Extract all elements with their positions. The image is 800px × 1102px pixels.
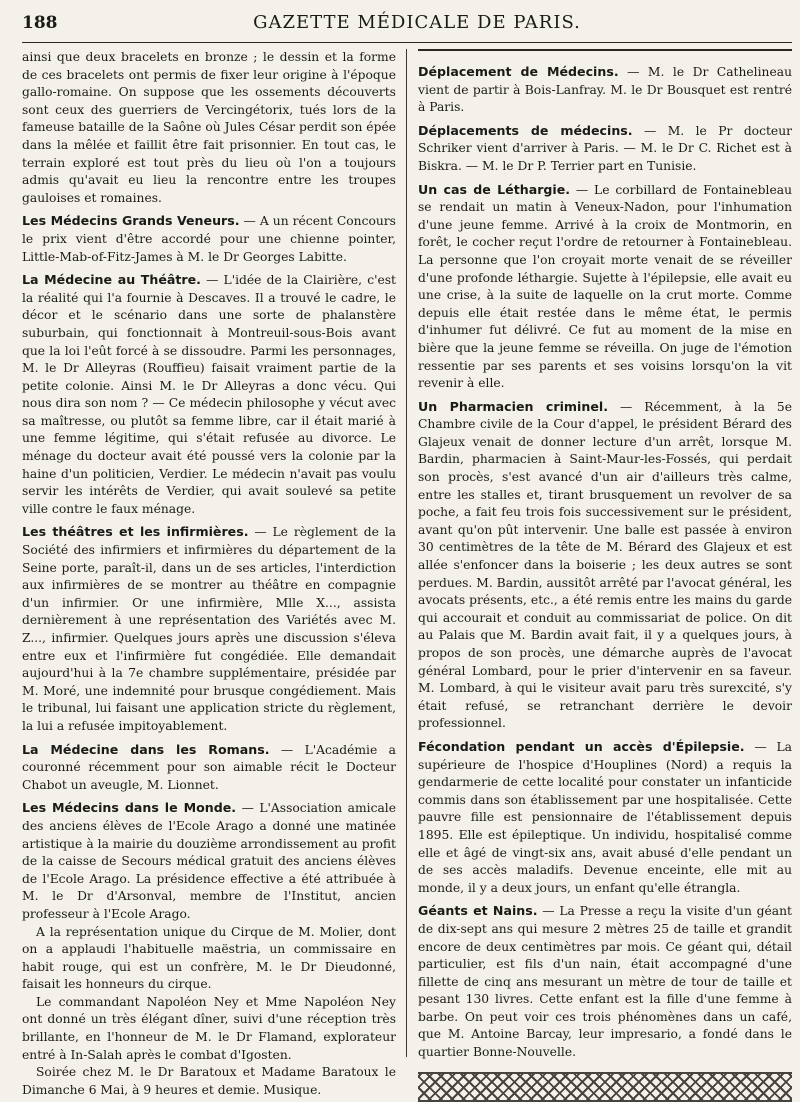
article-body: — M. le Dr Cathelineau vient de partir à Bois-Lanfray. M. le Dr Bousquet est rentré à Paris. [418,65,792,115]
article-pharmacien-criminel [418,398,792,733]
page-number: 188 [22,13,58,33]
article-body: — Le corbillard de Fontainebleau se rendait un matin à Veneux-Nadon, pour l'inhumation d'une jeune femme. Arrivé à la croix de Montmorin, en forêt, le cocher reçut l'ordre de retourner à Fontainebleau. La personne que l'on croyait morte venait de se réveiller d'une profonde léthargie. Sujette à l'épilepsie, elle avait eu une crise, à la suite de laquelle on la crut morte. Comme depuis elle était restée dans le même état, le permis d'inhumer fut délivré. Ce fut au moment de la mise en bière que la jeune femme se réveilla. On juge de l'émotion ressentie par ses parents et ses voisins lorsqu'on la vit revenir à elle. [418,182,792,391]
article-medecins-monde [22,799,396,923]
article-body: — L'Académie a couronné récemment pour son aimable récit le Docteur Chabot un aveugle, M. Lionnet. [22,742,396,792]
article-geants-nains [418,902,792,1061]
article-body: — L'idée de la Clairière, c'est la réalité qui l'a fournie à Descaves. Il a trouvé le cadre, le décor et le scénario dans une sorte de phalanstère suburbain, qui fonctionnait à Montreuil-sous-Bois avant que la loi l'eût forcé à se dissoudre. Parmi les personnages, M. le Dr Alleyras (Rouffieu) faisait vraiment partie de la petite colonie. Ainsi M. le Dr Alleyras a donc vécu. Qui nous dira son nom ? — Ce médecin philosophe y vécut avec sa maîtresse, ou plutôt sa femme libre, car il était marié à une femme légitime, qui s'était refusée au divorce. Le ménage du docteur avait été poussé vers la colonie par la haine d'un politicien, Verdier. Le médecin n'avait pas voulu servir les intérêts de Verdier, qui avait soulevé sa petite ville contre le faux ménage. [22,273,396,516]
article-paragraph: Soirée chez M. le Dr Baratoux et Madame Baratoux le Dimanche 6 Mai, à 9 heures et demie. Musique. [22,1065,396,1097]
right-column [406,49,792,1060]
article-body: — Le règlement de la Société des infirmiers et infirmières du département de la Seine porte, paraît-il, dans un de ses articles, l'interdiction aux infirmières de se montrer au théâtre en compagnie d'un infirmier. Or une infirmière, Mlle X..., assista dernièrement à une représentation des Variétés avec M. Z..., infirmier. Quelques jours après une discussion s'éleva entre eux et l'infirmière fut congédiée. Elle demandait aujourd'hui à la 7e chambre supplémentaire, présidée par M. Moré, une indemnité pour brusque congédiement. Mais le tribunal, lui faisant une application stricte du règlement, la lui a refusée impitoyablement. [22,525,397,733]
article-heading: Géants et Nains. [418,903,538,919]
article-heading: Un Pharmacien criminel. [418,398,608,414]
article-heading: Déplacements de médecins. [418,122,633,138]
article-fecondation-epilepsie [418,738,792,897]
article-deplacements-medecins-2 [418,122,792,176]
decorative-border-ornament [418,1072,792,1102]
article-deplacement-medecins [418,63,792,117]
columns [22,49,792,1097]
article-heading: La Médecine dans les Romans. [22,741,270,757]
article-medecine-theatre [22,271,396,518]
article-body: — La supérieure de l'hospice d'Houplines (Nord) a requis la gendarmerie de cette localité pour constater un infanticide commis dans son établissement par une hospitalisée. Cette pauvre fille est pensionnaire de l'établissement depuis 1895. Elle est épileptique. Un individu, hospitalisé comme elle et âgé de vingt-six ans, avait abusé d'elle pendant un de ses accès maladifs. Devenue enceinte, elle mit au monde, il y a deux jours, un enfant qu'elle étrangla. [418,739,792,895]
column-top-rule [418,49,792,59]
article-grands-veneurs [22,212,396,266]
article-lethargie [418,181,792,393]
article-heading: Fécondation pendant un accès d'Épilepsie. [418,738,745,754]
running-title: GAZETTE MÉDICALE DE PARIS. [253,12,581,33]
article-paragraph: A la représentation unique du Cirque de M. Molier, dont on a applaudi l'habituelle maëstria, un commissaire en habit rouge, qui est un confrère, M. le Dr Dieudonné, faisait les honneurs du cirque. [22,924,396,992]
article-body: — L'Association amicale des anciens élèves de l'Ecole Arago a donné une matinée artistique à la mairie du douzième arrondissement au profit de la caisse de Secours médical gratuit des anciens élèves de l'Ecole Arago. La présidence effective a été attribuée à M. le Dr d'Arsonval, membre de l'Institut, ancien professeur à l'Ecole Arago. [22,801,396,921]
article-heading: Les Médecins dans le Monde. [22,800,237,816]
left-column [22,49,406,1097]
article-body: — Récemment, à la 5e Chambre civile de la Cour d'appel, le président Bérard des Glajeux venait de donner lecture d'un arrêt, lorsque M. Bardin, pharmacien à Saint-Maur-les-Fossés, qui perdait son procès, s'est avancé d'un air d'ailleurs très calme, entre les stalles et, tirant brusquement un revolver de sa poche, a fait feu trois fois successivement sur le président, avant qu'on pût intervenir. Une balle est passée à environ 30 centimètres de la tête de M. Bérard des Glajeux et est allée s'enfoncer dans la boiserie ; les deux autres se sont perdues. M. Bardin, aussitôt arrêté par l'avocat général, les avocats présents, etc., a été remis entre les mains du garde qui accourait et conduit au commissariat de police. On dit au Palais que M. Bardin avait fait, il y a quelques jours, à propos de son procès, une démarche auprès de l'avocat général Lombard, pour le prier d'intervenir en sa faveur. M. Lombard, à qui le visiteur avait paru très surexcité, s'y était refusé, se retranchant derrière le devoir professionnel. [418,399,792,731]
page-header [22,12,792,43]
article-heading: Un cas de Léthargie. [418,181,571,197]
article-body: — La Presse a reçu la visite d'un géant de dix-sept ans qui mesure 2 mètres 25 de taille et grandit encore de deux centimètres par mois. Ce géant qui, détail particulier, est fils d'un nain, était accompagné d'une fillette de cinq ans mesurant un mètre de tour de taille et pesant 130 livres. Cette enfant est la fille d'une femme à barbe. On peut voir ces trois phénomènes dans un café, que M. Antoine Barcay, leur impresario, a fondé dans le quartier Bonne-Nouvelle. [418,904,792,1060]
continuation-paragraph: ainsi que deux bracelets en bronze ; le dessin et la forme de ces bracelets ont permis de fixer leur origine à l'époque gallo-romaine. On suppose que les ossements découverts sont ceux des guerriers de Vercingétorix, tués lors de la fameuse bataille de la Saône où Jules César perdit son épée dans la mêlée et faillit être fait prisonnier. En tout cas, le terrain exploré est tout près du lieu où l'on a toujours admis qu'avait eu lieu la rencontre entre les troupes gauloises et romaines. [22,50,396,205]
article-medecine-romans [22,741,396,795]
article-paragraph: Le commandant Napoléon Ney et Mme Napoléon Ney ont donné un très élégant dîner, suivi d'une réception très brillante, en l'honneur de M. le Dr Flamand, explorateur entré à In-Salah après le combat d'Igosten. [22,994,396,1062]
article-body: — M. le Pr docteur Schriker vient d'arriver à Paris. — M. le Dr C. Richet est à Biskra. — M. le Dr P. Terrier part en Tunisie. [418,123,792,173]
article-heading: Les Médecins Grands Veneurs. [22,213,240,229]
article-heading: Déplacement de Médecins. [418,64,619,79]
article-heading: Les théâtres et les infirmières. [22,524,249,540]
article-body: — A un récent Concours le prix vient d'être accordé pour une chienne pointer, Little-Mab-of-Fitz-James à M. le Dr Georges Labitte. [22,214,396,264]
article-heading: La Médecine au Théâtre. [22,272,201,288]
article-theatres-infirmieres [22,523,396,735]
